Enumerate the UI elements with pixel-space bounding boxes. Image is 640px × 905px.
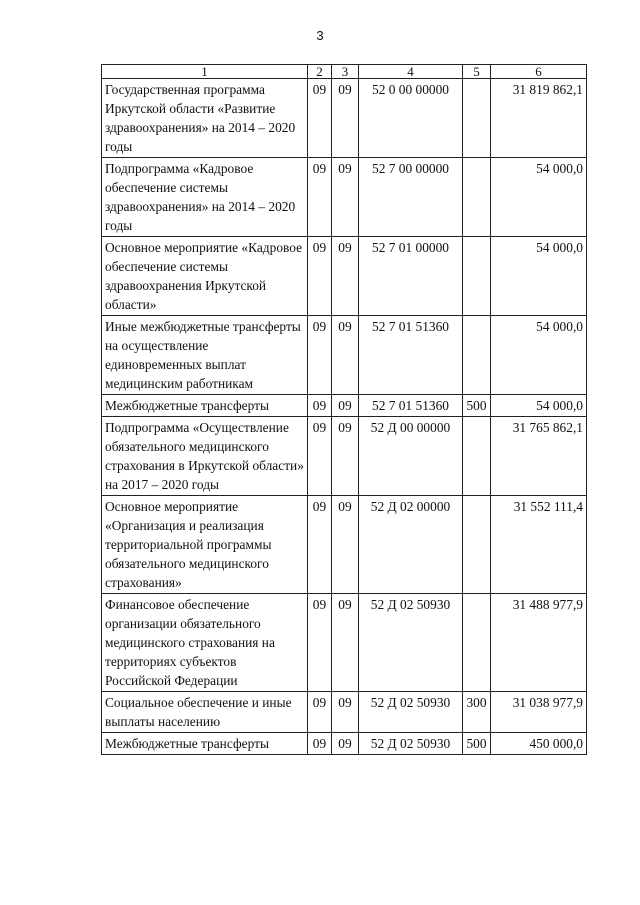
row-target-article: 52 7 01 51360 [359, 316, 463, 395]
row-amount: 54 000,0 [491, 237, 587, 316]
table-row [102, 733, 587, 755]
row-subsection-code: 09 [332, 316, 359, 395]
row-amount: 54 000,0 [491, 316, 587, 395]
row-name: Финансовое обеспечение организации обязательного медицинского страхования на территориях субъектов Российской Федерации [102, 594, 308, 692]
row-section-code: 09 [308, 496, 332, 594]
table-row [102, 496, 587, 594]
table-row [102, 417, 587, 496]
row-subsection-code: 09 [332, 496, 359, 594]
column-header-name: 1 [102, 65, 308, 79]
row-name: Межбюджетные трансферты [102, 395, 308, 417]
row-target-article: 52 7 00 00000 [359, 158, 463, 237]
table-row [102, 316, 587, 395]
row-subsection-code: 09 [332, 594, 359, 692]
row-target-article: 52 7 01 00000 [359, 237, 463, 316]
row-amount: 54 000,0 [491, 395, 587, 417]
row-section-code: 09 [308, 158, 332, 237]
row-target-article: 52 7 01 51360 [359, 395, 463, 417]
row-amount: 31 488 977,9 [491, 594, 587, 692]
row-amount: 31 819 862,1 [491, 79, 587, 158]
row-section-code: 09 [308, 237, 332, 316]
row-amount: 31 552 111,4 [491, 496, 587, 594]
row-subsection-code: 09 [332, 158, 359, 237]
row-name: Социальное обеспечение и иные выплаты населению [102, 692, 308, 733]
row-expense-type [463, 237, 491, 316]
row-subsection-code: 09 [332, 395, 359, 417]
row-name: Государственная программа Иркутской области «Развитие здравоохранения» на 2014 – 2020 годы [102, 79, 308, 158]
table-row [102, 237, 587, 316]
row-section-code: 09 [308, 417, 332, 496]
row-name: Подпрограмма «Кадровое обеспечение системы здравоохранения» на 2014 – 2020 годы [102, 158, 308, 237]
row-target-article: 52 Д 02 50930 [359, 692, 463, 733]
column-header-subsection: 3 [332, 65, 359, 79]
row-name: Основное мероприятие «Кадровое обеспечение системы здравоохранения Иркутской области» [102, 237, 308, 316]
row-expense-type [463, 594, 491, 692]
row-subsection-code: 09 [332, 417, 359, 496]
row-subsection-code: 09 [332, 79, 359, 158]
row-amount: 450 000,0 [491, 733, 587, 755]
row-target-article: 52 Д 02 00000 [359, 496, 463, 594]
row-target-article: 52 Д 02 50930 [359, 594, 463, 692]
row-expense-type: 300 [463, 692, 491, 733]
page-number: 3 [316, 28, 324, 43]
row-subsection-code: 09 [332, 692, 359, 733]
row-target-article: 52 Д 02 50930 [359, 733, 463, 755]
budget-table [101, 64, 587, 755]
row-expense-type [463, 417, 491, 496]
row-name: Подпрограмма «Осуществление обязательного медицинского страхования в Иркутской области» на 2017 – 2020 годы [102, 417, 308, 496]
table-row [102, 158, 587, 237]
row-amount: 31 038 977,9 [491, 692, 587, 733]
row-name: Иные межбюджетные трансферты на осуществление единовременных выплат медицинским работникам [102, 316, 308, 395]
column-header-expense-type: 5 [463, 65, 491, 79]
header-row [102, 65, 587, 79]
row-amount: 31 765 862,1 [491, 417, 587, 496]
row-expense-type: 500 [463, 395, 491, 417]
row-amount: 54 000,0 [491, 158, 587, 237]
row-subsection-code: 09 [332, 237, 359, 316]
table-row [102, 692, 587, 733]
row-section-code: 09 [308, 692, 332, 733]
row-section-code: 09 [308, 733, 332, 755]
column-header-amount: 6 [491, 65, 587, 79]
column-header-section: 2 [308, 65, 332, 79]
row-expense-type: 500 [463, 733, 491, 755]
row-expense-type [463, 496, 491, 594]
row-subsection-code: 09 [332, 733, 359, 755]
table-row [102, 395, 587, 417]
row-name: Межбюджетные трансферты [102, 733, 308, 755]
row-section-code: 09 [308, 395, 332, 417]
row-target-article: 52 0 00 00000 [359, 79, 463, 158]
column-header-target-article: 4 [359, 65, 463, 79]
row-name: Основное мероприятие «Организация и реализация территориальной программы обязательного медицинского страхования» [102, 496, 308, 594]
row-target-article: 52 Д 00 00000 [359, 417, 463, 496]
row-section-code: 09 [308, 316, 332, 395]
row-section-code: 09 [308, 79, 332, 158]
row-expense-type [463, 316, 491, 395]
row-expense-type [463, 79, 491, 158]
table-row [102, 79, 587, 158]
row-expense-type [463, 158, 491, 237]
table-row [102, 594, 587, 692]
row-section-code: 09 [308, 594, 332, 692]
